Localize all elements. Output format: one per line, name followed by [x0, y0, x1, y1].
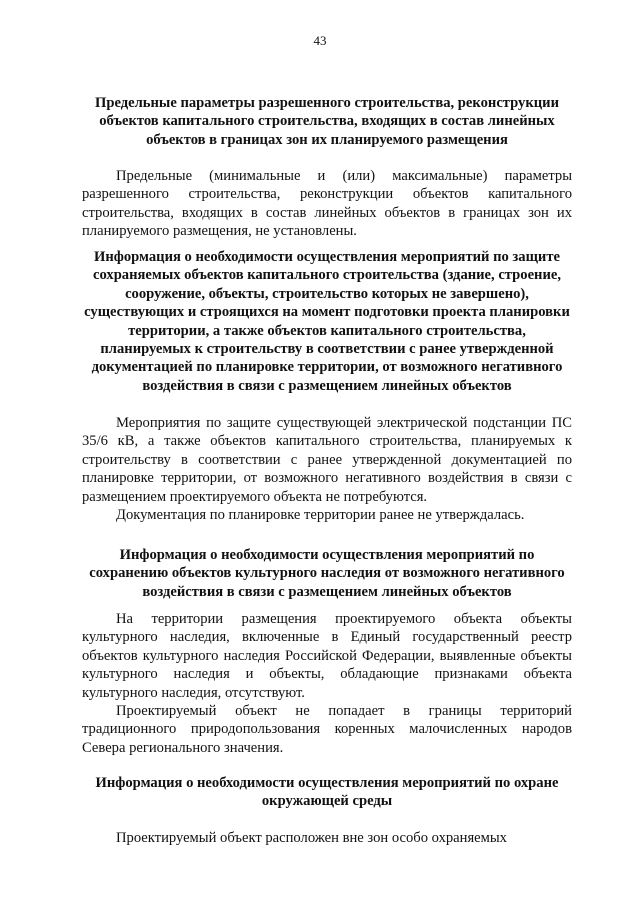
paragraph: На территории размещения проектируемого объекта объекты культурного наследия, включенные в Единый государственный реестр объектов культурного наследия Российской Федерации, выявленные объекты культурного наследия и объекты, обладающие признаками объекта культурного наследия, отсутствуют. — [82, 611, 572, 701]
paragraph: Проектируемый объект не попадает в границы территорий традиционного природопользования коренных малочисленных народов Севера регионального значения. — [82, 703, 572, 756]
paragraph: Проектируемый объект расположен вне зон особо охраняемых — [116, 830, 507, 846]
section-heading: Информация о необходимости осуществления мероприятий по охране окружающей среды — [95, 775, 559, 810]
page-number: 43 — [313, 33, 327, 48]
paragraph: Документация по планировке территории ранее не утверждалась. — [116, 507, 525, 523]
section-heading: Предельные параметры разрешенного строительства, реконструкции объектов капитального строительства, входящих в состав линейных объектов в границах зон их планируемого размещения — [95, 95, 559, 148]
section-heading: Информация о необходимости осуществления мероприятий по сохранению объектов культурного наследия от возможного негативного воздействия в связи с размещением линейных объектов — [89, 547, 565, 600]
paragraph: Мероприятия по защите существующей электрической подстанции ПС 35/6 кВ, а также объектов капитального строительства, планируемых к строительству в соответствии с ранее утвержденной документацией по планировке территории, от возможного негативного воздействия в связи с размещением проектируемого объекта не потребуются. — [82, 415, 572, 505]
paragraph: Предельные (минимальные и (или) максимальные) параметры разрешенного строительства, реконструкции объектов капитального строительства, входящих в состав линейных объектов в границах зон их планируемого размещения, не установлены. — [82, 168, 572, 240]
section-heading: Информация о необходимости осуществления мероприятий по защите сохраняемых объектов капитального строительства (здание, строение, сооружение, объекты, строительство которых не завершено), существующих и строящихся на момент подготовки проекта планировки территории, а также объектов капитального строительства, планируемых к строительству в соответствии с ранее утвержденной документацией по планировке территории, от возможного негативного воздействия в связи с размещением линейных объектов — [84, 249, 570, 394]
